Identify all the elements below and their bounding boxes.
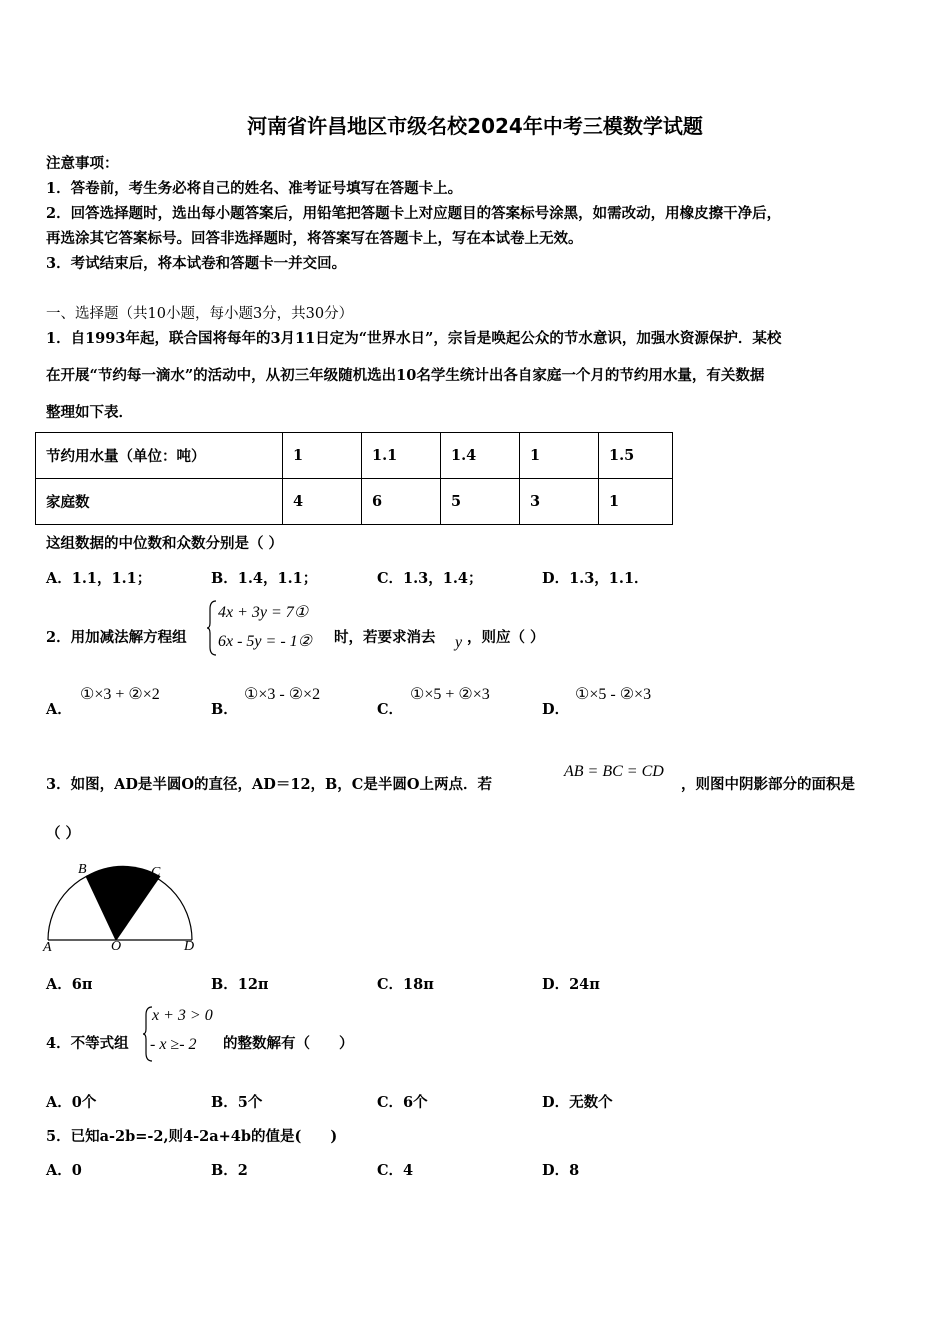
q1-option-c: C．1.3，1.4； [377, 570, 483, 587]
q1-option-a: A．1.1，1.1； [46, 570, 152, 587]
q2-suffix: ，则应（ ） [467, 629, 545, 646]
q2-option-d-letter: D． [542, 701, 570, 718]
q1-question: 这组数据的中位数和众数分别是（ ） [46, 535, 284, 552]
q2-option-a-letter: A． [46, 701, 72, 718]
label-o: O [111, 939, 122, 954]
notice-item-1: 1．答卷前，考生务必将自己的姓名、准考证号填写在答题卡上。 [46, 180, 463, 197]
q2-prefix: 2．用加减法解方程组 [46, 629, 187, 646]
q2-variable: y [455, 634, 463, 651]
label-a: A [43, 940, 52, 955]
table-row [36, 479, 673, 525]
q1-option-d: D．1.3，1.1． [542, 570, 649, 587]
q1-line-2: 在开展“节约每一滴水”的活动中，从初三年级随机选出10名学生统计出各自家庭一个月的节约用水量，有关数据 [46, 367, 765, 384]
q5-option-a: A．0 [46, 1162, 82, 1179]
q1-option-b: B．1.4，1.1； [211, 570, 318, 587]
table-cell: 1 [283, 433, 362, 479]
table-cell: 节约用水量（单位：吨） [36, 433, 283, 479]
q2-option-c-expr: ①×5 + ②×3 [410, 686, 490, 703]
table-cell: 家庭数 [36, 479, 283, 525]
label-c: C [151, 865, 161, 880]
q3-option-a: A．6π [46, 976, 93, 993]
q3-option-b: B．12π [211, 976, 269, 993]
table-cell: 4 [283, 479, 362, 525]
q3-arc-expression: AB = BC = CD [564, 763, 664, 780]
q5-option-d: D．8 [542, 1162, 580, 1179]
notice-item-2-line-1: 2．回答选择题时，选出每小题答案后，用铅笔把答题卡上对应题目的答案标号涂黑，如需改动，用橡皮擦干净后， [46, 205, 782, 222]
q3-option-d: D．24π [542, 976, 600, 993]
section-heading: 一、选择题（共10小题，每小题3分，共30分） [46, 306, 354, 322]
notice-item-2-line-2: 再选涂其它答案标号。回答非选择题时，将答案写在答题卡上，写在本试卷上无效。 [46, 230, 583, 247]
q4-inequality-1: x + 3 > 0 [152, 1007, 213, 1024]
q2-brace-icon [206, 599, 218, 657]
table-cell: 5 [441, 479, 520, 525]
q5-text: 5．已知a-2b=-2,则4-2a+4b的值是( ) [46, 1128, 338, 1145]
q2-equation-2: 6x - 5y = - 1② [218, 633, 312, 650]
q4-option-d: D．无数个 [542, 1094, 613, 1111]
q2-option-b-expr: ①×3 - ②×2 [244, 686, 321, 703]
q5-option-b: B．2 [211, 1162, 248, 1179]
q4-option-a: A．0个 [46, 1094, 97, 1111]
q1-line-3: 整理如下表． [46, 404, 133, 421]
q4-suffix: 的整数解有（ ） [223, 1035, 354, 1052]
q4-option-c: C．6个 [377, 1094, 428, 1111]
table-cell: 3 [520, 479, 599, 525]
q4-inequality-2: - x ≥- 2 [150, 1036, 197, 1053]
notice-item-3: 3．考试结束后，将本试卷和答题卡一并交回。 [46, 255, 347, 272]
table-cell: 1.5 [599, 433, 673, 479]
semicircle-figure [42, 856, 202, 956]
q2-middle: 时，若要求消去 [334, 629, 436, 646]
q2-option-a-expr: ①×3 + ②×2 [80, 686, 160, 703]
table-row [36, 433, 673, 479]
q3-option-c: C．18π [377, 976, 434, 993]
label-d: D [184, 939, 195, 954]
q3-suffix: ，则图中阴影部分的面积是 [681, 776, 855, 793]
q2-option-d-expr: ①×5 - ②×3 [575, 686, 652, 703]
q2-option-b-letter: B． [211, 701, 238, 718]
table-cell: 1.1 [362, 433, 441, 479]
table-cell: 1 [599, 479, 673, 525]
q3-paren: （ ） [46, 825, 81, 842]
q2-equation-1: 4x + 3y = 7① [218, 604, 309, 621]
label-b: B [78, 862, 87, 877]
q2-option-c-letter: C． [377, 701, 404, 718]
q4-prefix: 4．不等式组 [46, 1035, 129, 1052]
q1-line-1: 1．自1993年起，联合国将每年的3月11日定为“世界水日”，宗旨是唤起公众的节水意识，加强水资源保护．某校 [46, 330, 782, 347]
q3-prefix: 3．如图，AD是半圆O的直径，AD＝12，B，C是半圆O上两点．若 [46, 776, 492, 793]
water-data-table [35, 432, 673, 525]
table-cell: 6 [362, 479, 441, 525]
table-cell: 1 [520, 433, 599, 479]
page-title: 河南省许昌地区市级名校2024年中考三模数学试题 [247, 114, 703, 138]
table-cell: 1.4 [441, 433, 520, 479]
notice-heading: 注意事项： [46, 155, 119, 172]
q4-option-b: B．5个 [211, 1094, 263, 1111]
q5-option-c: C．4 [377, 1162, 414, 1179]
